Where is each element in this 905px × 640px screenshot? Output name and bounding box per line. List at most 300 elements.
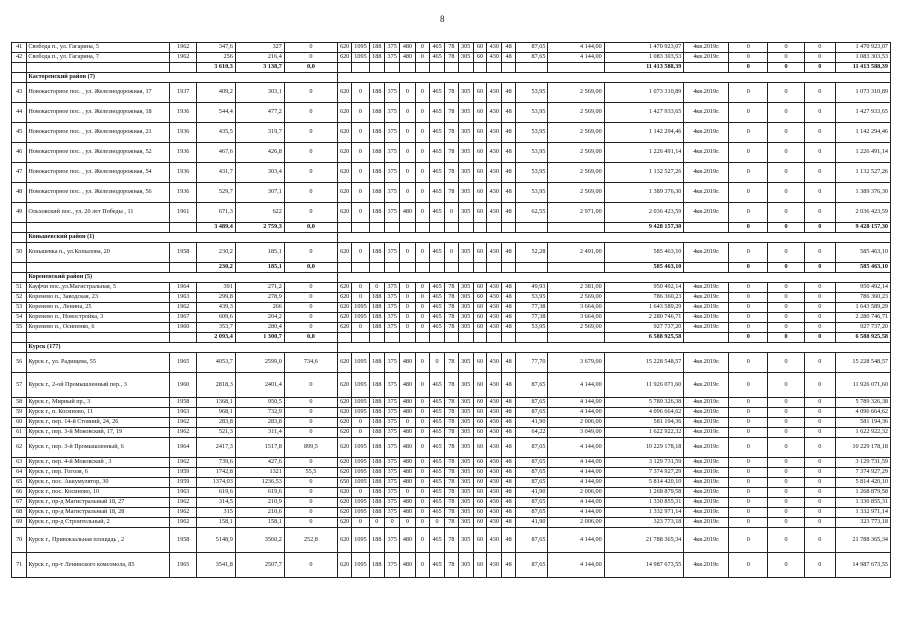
period-cell: 4кв.2019г. bbox=[684, 498, 729, 508]
param-cell: 60 bbox=[473, 293, 486, 303]
total-area-cell: 439,3 bbox=[196, 303, 235, 313]
period-cell: 4кв.2019г. bbox=[684, 283, 729, 293]
zero-cell: 0 bbox=[729, 373, 768, 398]
table-row bbox=[12, 458, 891, 468]
zero-cell: 0 bbox=[804, 353, 835, 373]
row-number: 49 bbox=[12, 203, 27, 223]
zero-cell: 0 bbox=[804, 488, 835, 498]
empty-cell bbox=[502, 263, 515, 273]
param-cell: 0 bbox=[352, 428, 369, 438]
param-cell: 0 bbox=[352, 183, 369, 203]
param-cell: 78 bbox=[445, 518, 458, 528]
year-cell: 1963 bbox=[170, 408, 197, 418]
param-cell: 375 bbox=[384, 243, 399, 263]
period-cell: 4кв.2019г. bbox=[684, 438, 729, 458]
empty-cell bbox=[12, 273, 27, 283]
rate-cell: 87,65 bbox=[515, 438, 548, 458]
rate-cell: 53,95 bbox=[515, 103, 548, 123]
period-cell: 4кв.2019г. bbox=[684, 468, 729, 478]
zero-cell: 0 bbox=[804, 243, 835, 263]
rate-cell: 77,38 bbox=[515, 313, 548, 323]
param-cell: 430 bbox=[487, 478, 502, 488]
param-cell: 0 bbox=[400, 313, 415, 323]
param-cell: 465 bbox=[429, 398, 444, 408]
param-cell: 188 bbox=[369, 243, 384, 263]
empty-cell bbox=[369, 63, 384, 73]
param-cell: 48 bbox=[502, 488, 515, 498]
param-cell: 0 bbox=[400, 283, 415, 293]
param-cell: 48 bbox=[502, 458, 515, 468]
param-cell: 188 bbox=[369, 488, 384, 498]
param-cell: 60 bbox=[473, 508, 486, 518]
zero-cell: 0 bbox=[729, 123, 768, 143]
period-cell: 4кв.2019г. bbox=[684, 183, 729, 203]
param-cell: 375 bbox=[384, 323, 399, 333]
param-cell: 465 bbox=[429, 103, 444, 123]
param-cell: 465 bbox=[429, 203, 444, 223]
district-label: Кореневский район (5) bbox=[27, 273, 338, 283]
zero-cell: 0 bbox=[729, 468, 768, 478]
nonresidential-area-cell: 0 bbox=[284, 398, 337, 408]
param-cell: 0 bbox=[429, 353, 444, 373]
param-cell: 48 bbox=[502, 528, 515, 553]
cost-cell: 1 330 855,31 bbox=[604, 498, 684, 508]
final-cost-cell: 21 788 365,34 bbox=[835, 528, 890, 553]
rate-cell: 87,65 bbox=[515, 478, 548, 488]
param-cell: 375 bbox=[384, 418, 399, 428]
param-cell: 620 bbox=[337, 498, 351, 508]
param-cell: 305 bbox=[458, 283, 473, 293]
param-cell: 188 bbox=[369, 408, 384, 418]
param-cell: 430 bbox=[487, 508, 502, 518]
row-number: 71 bbox=[12, 553, 27, 578]
zero-cell: 0 bbox=[768, 83, 805, 103]
cost-cell: 5 789 326,38 bbox=[604, 398, 684, 408]
rate-cell: 87,65 bbox=[515, 373, 548, 398]
param-cell: 48 bbox=[502, 438, 515, 458]
district-header-row bbox=[12, 233, 891, 243]
param-cell: 0 bbox=[415, 398, 429, 408]
year-cell: 1958 bbox=[170, 243, 197, 263]
total-area-cell: 283,8 bbox=[196, 418, 235, 428]
total-area-cell: 1368,1 bbox=[196, 398, 235, 408]
param-cell: 305 bbox=[458, 458, 473, 468]
year-cell: 1963 bbox=[170, 293, 197, 303]
param-cell: 188 bbox=[369, 478, 384, 488]
zero-cell: 0 bbox=[804, 418, 835, 428]
param-cell: 465 bbox=[429, 373, 444, 398]
living-area-cell: 1517,8 bbox=[235, 438, 284, 458]
zero-cell: 0 bbox=[729, 498, 768, 508]
zero-cell: 0 bbox=[729, 163, 768, 183]
param-cell: 430 bbox=[487, 183, 502, 203]
param-cell: 0 bbox=[400, 163, 415, 183]
zero-cell: 0 bbox=[804, 83, 835, 103]
rate-cell: 87,65 bbox=[515, 553, 548, 578]
zero-cell: 0 bbox=[768, 203, 805, 223]
param-cell: 305 bbox=[458, 428, 473, 438]
row-number: 44 bbox=[12, 103, 27, 123]
living-area-cell: 2507,7 bbox=[235, 553, 284, 578]
param-cell: 48 bbox=[502, 553, 515, 578]
year-cell: 1936 bbox=[170, 163, 197, 183]
param-cell: 60 bbox=[473, 373, 486, 398]
param-cell: 60 bbox=[473, 478, 486, 488]
zero-cell: 0 bbox=[729, 183, 768, 203]
param-cell: 78 bbox=[445, 323, 458, 333]
param-cell: 188 bbox=[369, 353, 384, 373]
param-cell: 620 bbox=[337, 323, 351, 333]
living-area-cell: 280,4 bbox=[235, 323, 284, 333]
param-cell: 465 bbox=[429, 553, 444, 578]
empty-cell bbox=[352, 263, 369, 273]
empty-cell bbox=[684, 223, 729, 233]
empty-cell bbox=[548, 333, 604, 343]
param-cell: 48 bbox=[502, 203, 515, 223]
period-cell: 4кв.2019г. bbox=[684, 103, 729, 123]
total-area-cell: 529,7 bbox=[196, 183, 235, 203]
zero-cell: 0 bbox=[729, 313, 768, 323]
param-cell: 60 bbox=[473, 323, 486, 333]
table-row bbox=[12, 478, 891, 488]
param-cell: 465 bbox=[429, 528, 444, 553]
final-cost-cell: 4 096 664,62 bbox=[835, 408, 890, 418]
empty-cell bbox=[458, 223, 473, 233]
subtotal-nonresidential-area: 0,0 bbox=[284, 223, 337, 233]
zero-cell: 0 bbox=[804, 103, 835, 123]
empty-cell bbox=[445, 263, 458, 273]
param-cell: 1095 bbox=[352, 553, 369, 578]
table-row bbox=[12, 43, 891, 53]
param-cell: 430 bbox=[487, 418, 502, 428]
table-row bbox=[12, 303, 891, 313]
param-cell: 305 bbox=[458, 43, 473, 53]
unit-cost-cell: 2 569,00 bbox=[548, 293, 604, 303]
unit-cost-cell: 2 569,00 bbox=[548, 163, 604, 183]
param-cell: 375 bbox=[384, 183, 399, 203]
year-cell: 1962 bbox=[170, 508, 197, 518]
living-area-cell: 216,4 bbox=[235, 53, 284, 63]
zero-cell: 0 bbox=[729, 488, 768, 498]
total-area-cell: 1374,03 bbox=[196, 478, 235, 488]
zero-cell: 0 bbox=[804, 303, 835, 313]
param-cell: 430 bbox=[487, 123, 502, 143]
cost-cell: 10 229 178,18 bbox=[604, 438, 684, 458]
param-cell: 0 bbox=[415, 438, 429, 458]
final-cost-cell: 1 073 310,89 bbox=[835, 83, 890, 103]
cost-cell: 1 226 491,14 bbox=[604, 143, 684, 163]
empty-cell bbox=[515, 63, 548, 73]
empty-cell bbox=[502, 63, 515, 73]
nonresidential-area-cell: 899,5 bbox=[284, 438, 337, 458]
cost-cell: 3 129 731,59 bbox=[604, 458, 684, 468]
rate-cell: 53,95 bbox=[515, 323, 548, 333]
final-cost-cell: 10 229 178,18 bbox=[835, 438, 890, 458]
subtotal-cost: 6 588 925,58 bbox=[604, 333, 684, 343]
zero-cell: 0 bbox=[729, 283, 768, 293]
rate-cell: 49,93 bbox=[515, 283, 548, 293]
unit-cost-cell: 3 664,00 bbox=[548, 313, 604, 323]
year-cell: 1962 bbox=[170, 43, 197, 53]
param-cell: 0 bbox=[415, 143, 429, 163]
zero-cell: 0 bbox=[768, 263, 805, 273]
param-cell: 375 bbox=[384, 373, 399, 398]
rate-cell: 53,95 bbox=[515, 83, 548, 103]
param-cell: 78 bbox=[445, 53, 458, 63]
param-cell: 0 bbox=[415, 123, 429, 143]
param-cell: 48 bbox=[502, 143, 515, 163]
param-cell: 620 bbox=[337, 418, 351, 428]
param-cell: 620 bbox=[337, 508, 351, 518]
empty-cell bbox=[12, 73, 27, 83]
empty-cell bbox=[548, 263, 604, 273]
zero-cell: 0 bbox=[804, 123, 835, 143]
total-area-cell: 739,6 bbox=[196, 458, 235, 468]
zero-cell: 0 bbox=[729, 438, 768, 458]
param-cell: 0 bbox=[400, 243, 415, 263]
zero-cell: 0 bbox=[729, 293, 768, 303]
period-cell: 4кв.2019г. bbox=[684, 123, 729, 143]
zero-cell: 0 bbox=[768, 103, 805, 123]
subtotal-row bbox=[12, 263, 891, 273]
zero-cell: 0 bbox=[804, 293, 835, 303]
param-cell: 305 bbox=[458, 398, 473, 408]
unit-cost-cell: 4 144,00 bbox=[548, 508, 604, 518]
param-cell: 0 bbox=[400, 123, 415, 143]
param-cell: 375 bbox=[384, 553, 399, 578]
nonresidential-area-cell: 0 bbox=[284, 458, 337, 468]
param-cell: 60 bbox=[473, 103, 486, 123]
subtotal-final-cost: 6 588 925,58 bbox=[835, 333, 890, 343]
zero-cell: 0 bbox=[729, 203, 768, 223]
period-cell: 4кв.2019г. bbox=[684, 43, 729, 53]
param-cell: 78 bbox=[445, 183, 458, 203]
zero-cell: 0 bbox=[768, 418, 805, 428]
zero-cell: 0 bbox=[804, 518, 835, 528]
param-cell: 305 bbox=[458, 243, 473, 263]
living-area-cell: 266 bbox=[235, 303, 284, 313]
param-cell: 620 bbox=[337, 83, 351, 103]
cost-cell: 15 228 548,57 bbox=[604, 353, 684, 373]
param-cell: 620 bbox=[337, 53, 351, 63]
param-cell: 78 bbox=[445, 293, 458, 303]
zero-cell: 0 bbox=[768, 123, 805, 143]
year-cell: 1960 bbox=[170, 323, 197, 333]
total-area-cell: 521,3 bbox=[196, 428, 235, 438]
cost-cell: 11 926 071,60 bbox=[604, 373, 684, 398]
district-header-row bbox=[12, 343, 891, 353]
table-row bbox=[12, 53, 891, 63]
param-cell: 1095 bbox=[352, 353, 369, 373]
year-cell: 1963 bbox=[170, 488, 197, 498]
param-cell: 48 bbox=[502, 53, 515, 63]
zero-cell: 0 bbox=[729, 528, 768, 553]
address-cell: Курск г., ул. Радищева, 55 bbox=[27, 353, 170, 373]
empty-cell bbox=[12, 63, 27, 73]
nonresidential-area-cell: 0 bbox=[284, 283, 337, 293]
zero-cell: 0 bbox=[768, 313, 805, 323]
table-row bbox=[12, 323, 891, 333]
address-cell: Курск г., пр-т Ленинского комсомола, 85 bbox=[27, 553, 170, 578]
rate-cell: 87,65 bbox=[515, 408, 548, 418]
param-cell: 0 bbox=[352, 243, 369, 263]
period-cell: 4кв.2019г. bbox=[684, 203, 729, 223]
param-cell: 620 bbox=[337, 123, 351, 143]
unit-cost-cell: 4 144,00 bbox=[548, 468, 604, 478]
param-cell: 305 bbox=[458, 418, 473, 428]
subtotal-final-cost: 585 463,10 bbox=[835, 263, 890, 273]
zero-cell: 0 bbox=[768, 553, 805, 578]
zero-cell: 0 bbox=[729, 553, 768, 578]
empty-cell bbox=[445, 333, 458, 343]
param-cell: 188 bbox=[369, 203, 384, 223]
row-number: 48 bbox=[12, 183, 27, 203]
zero-cell: 0 bbox=[804, 43, 835, 53]
final-cost-cell: 323 773,18 bbox=[835, 518, 890, 528]
rate-cell: 41,90 bbox=[515, 518, 548, 528]
param-cell: 48 bbox=[502, 408, 515, 418]
row-number: 62 bbox=[12, 438, 27, 458]
empty-cell bbox=[473, 63, 486, 73]
param-cell: 375 bbox=[384, 353, 399, 373]
param-cell: 465 bbox=[429, 123, 444, 143]
period-cell: 4кв.2019г. bbox=[684, 293, 729, 303]
param-cell: 375 bbox=[384, 468, 399, 478]
cost-cell: 1 073 310,89 bbox=[604, 83, 684, 103]
row-number: 50 bbox=[12, 243, 27, 263]
row-number: 42 bbox=[12, 53, 27, 63]
unit-cost-cell: 2 569,00 bbox=[548, 103, 604, 123]
address-cell: Коньшевка п., ул.Копылова, 20 bbox=[27, 243, 170, 263]
empty-cell bbox=[487, 63, 502, 73]
param-cell: 0 bbox=[415, 243, 429, 263]
period-cell: 4кв.2019г. bbox=[684, 518, 729, 528]
empty-cell bbox=[445, 63, 458, 73]
zero-cell: 0 bbox=[768, 373, 805, 398]
param-cell: 188 bbox=[369, 163, 384, 183]
param-cell: 305 bbox=[458, 373, 473, 398]
period-cell: 4кв.2019г. bbox=[684, 373, 729, 398]
param-cell: 375 bbox=[384, 163, 399, 183]
zero-cell: 0 bbox=[804, 223, 835, 233]
param-cell: 78 bbox=[445, 553, 458, 578]
living-area-cell: 427,6 bbox=[235, 458, 284, 468]
final-cost-cell: 15 228 548,57 bbox=[835, 353, 890, 373]
param-cell: 0 bbox=[400, 103, 415, 123]
param-cell: 430 bbox=[487, 468, 502, 478]
table-row bbox=[12, 398, 891, 408]
param-cell: 375 bbox=[384, 428, 399, 438]
subtotal-total-area: 3 489,4 bbox=[196, 223, 235, 233]
rate-cell: 87,65 bbox=[515, 458, 548, 468]
param-cell: 188 bbox=[369, 428, 384, 438]
rate-cell: 53,95 bbox=[515, 163, 548, 183]
row-number: 61 bbox=[12, 428, 27, 438]
row-number: 41 bbox=[12, 43, 27, 53]
param-cell: 620 bbox=[337, 373, 351, 398]
param-cell: 0 bbox=[352, 163, 369, 183]
param-cell: 620 bbox=[337, 528, 351, 553]
row-number: 60 bbox=[12, 418, 27, 428]
cost-cell: 5 814 420,10 bbox=[604, 478, 684, 488]
empty-cell bbox=[400, 263, 415, 273]
param-cell: 430 bbox=[487, 398, 502, 408]
zero-cell: 0 bbox=[768, 63, 805, 73]
param-cell: 620 bbox=[337, 43, 351, 53]
year-cell: 1965 bbox=[170, 353, 197, 373]
empty-cell bbox=[515, 333, 548, 343]
rate-cell: 87,65 bbox=[515, 53, 548, 63]
period-cell: 4кв.2019г. bbox=[684, 313, 729, 323]
param-cell: 0 bbox=[415, 323, 429, 333]
param-cell: 188 bbox=[369, 553, 384, 578]
unit-cost-cell: 2 006,00 bbox=[548, 518, 604, 528]
param-cell: 78 bbox=[445, 123, 458, 143]
param-cell: 1095 bbox=[352, 43, 369, 53]
param-cell: 0 bbox=[415, 498, 429, 508]
empty-cell bbox=[337, 233, 890, 243]
table-row bbox=[12, 418, 891, 428]
living-area-cell: 1236,53 bbox=[235, 478, 284, 488]
rate-cell: 77,70 bbox=[515, 353, 548, 373]
period-cell: 4кв.2019г. bbox=[684, 428, 729, 438]
zero-cell: 0 bbox=[768, 43, 805, 53]
param-cell: 48 bbox=[502, 313, 515, 323]
empty-cell bbox=[400, 223, 415, 233]
cost-cell: 1 622 922,32 bbox=[604, 428, 684, 438]
zero-cell: 0 bbox=[768, 408, 805, 418]
zero-cell: 0 bbox=[804, 313, 835, 323]
empty-cell bbox=[515, 223, 548, 233]
param-cell: 0 bbox=[352, 83, 369, 103]
param-cell: 0 bbox=[415, 163, 429, 183]
param-cell: 430 bbox=[487, 203, 502, 223]
param-cell: 620 bbox=[337, 438, 351, 458]
param-cell: 0 bbox=[400, 293, 415, 303]
rate-cell: 87,65 bbox=[515, 398, 548, 408]
subtotal-row bbox=[12, 333, 891, 343]
unit-cost-cell: 2 491,00 bbox=[548, 243, 604, 263]
param-cell: 465 bbox=[429, 488, 444, 498]
param-cell: 78 bbox=[445, 283, 458, 293]
year-cell: 1962 bbox=[170, 303, 197, 313]
param-cell: 1095 bbox=[352, 468, 369, 478]
total-area-cell: 1742,8 bbox=[196, 468, 235, 478]
zero-cell: 0 bbox=[768, 488, 805, 498]
final-cost-cell: 1 643 589,29 bbox=[835, 303, 890, 313]
zero-cell: 0 bbox=[729, 323, 768, 333]
param-cell: 430 bbox=[487, 163, 502, 183]
empty-cell bbox=[352, 63, 369, 73]
nonresidential-area-cell: 0 bbox=[284, 123, 337, 143]
zero-cell: 0 bbox=[729, 418, 768, 428]
param-cell: 305 bbox=[458, 203, 473, 223]
empty-cell bbox=[12, 343, 27, 353]
zero-cell: 0 bbox=[804, 333, 835, 343]
param-cell: 60 bbox=[473, 163, 486, 183]
param-cell: 78 bbox=[445, 43, 458, 53]
nonresidential-area-cell: 0 bbox=[284, 103, 337, 123]
row-number: 59 bbox=[12, 408, 27, 418]
zero-cell: 0 bbox=[768, 468, 805, 478]
zero-cell: 0 bbox=[768, 458, 805, 468]
year-cell: 1962 bbox=[170, 428, 197, 438]
param-cell: 465 bbox=[429, 163, 444, 183]
param-cell: 620 bbox=[337, 488, 351, 498]
year-cell: 1964 bbox=[170, 438, 197, 458]
empty-cell bbox=[384, 223, 399, 233]
unit-cost-cell: 4 144,00 bbox=[548, 408, 604, 418]
